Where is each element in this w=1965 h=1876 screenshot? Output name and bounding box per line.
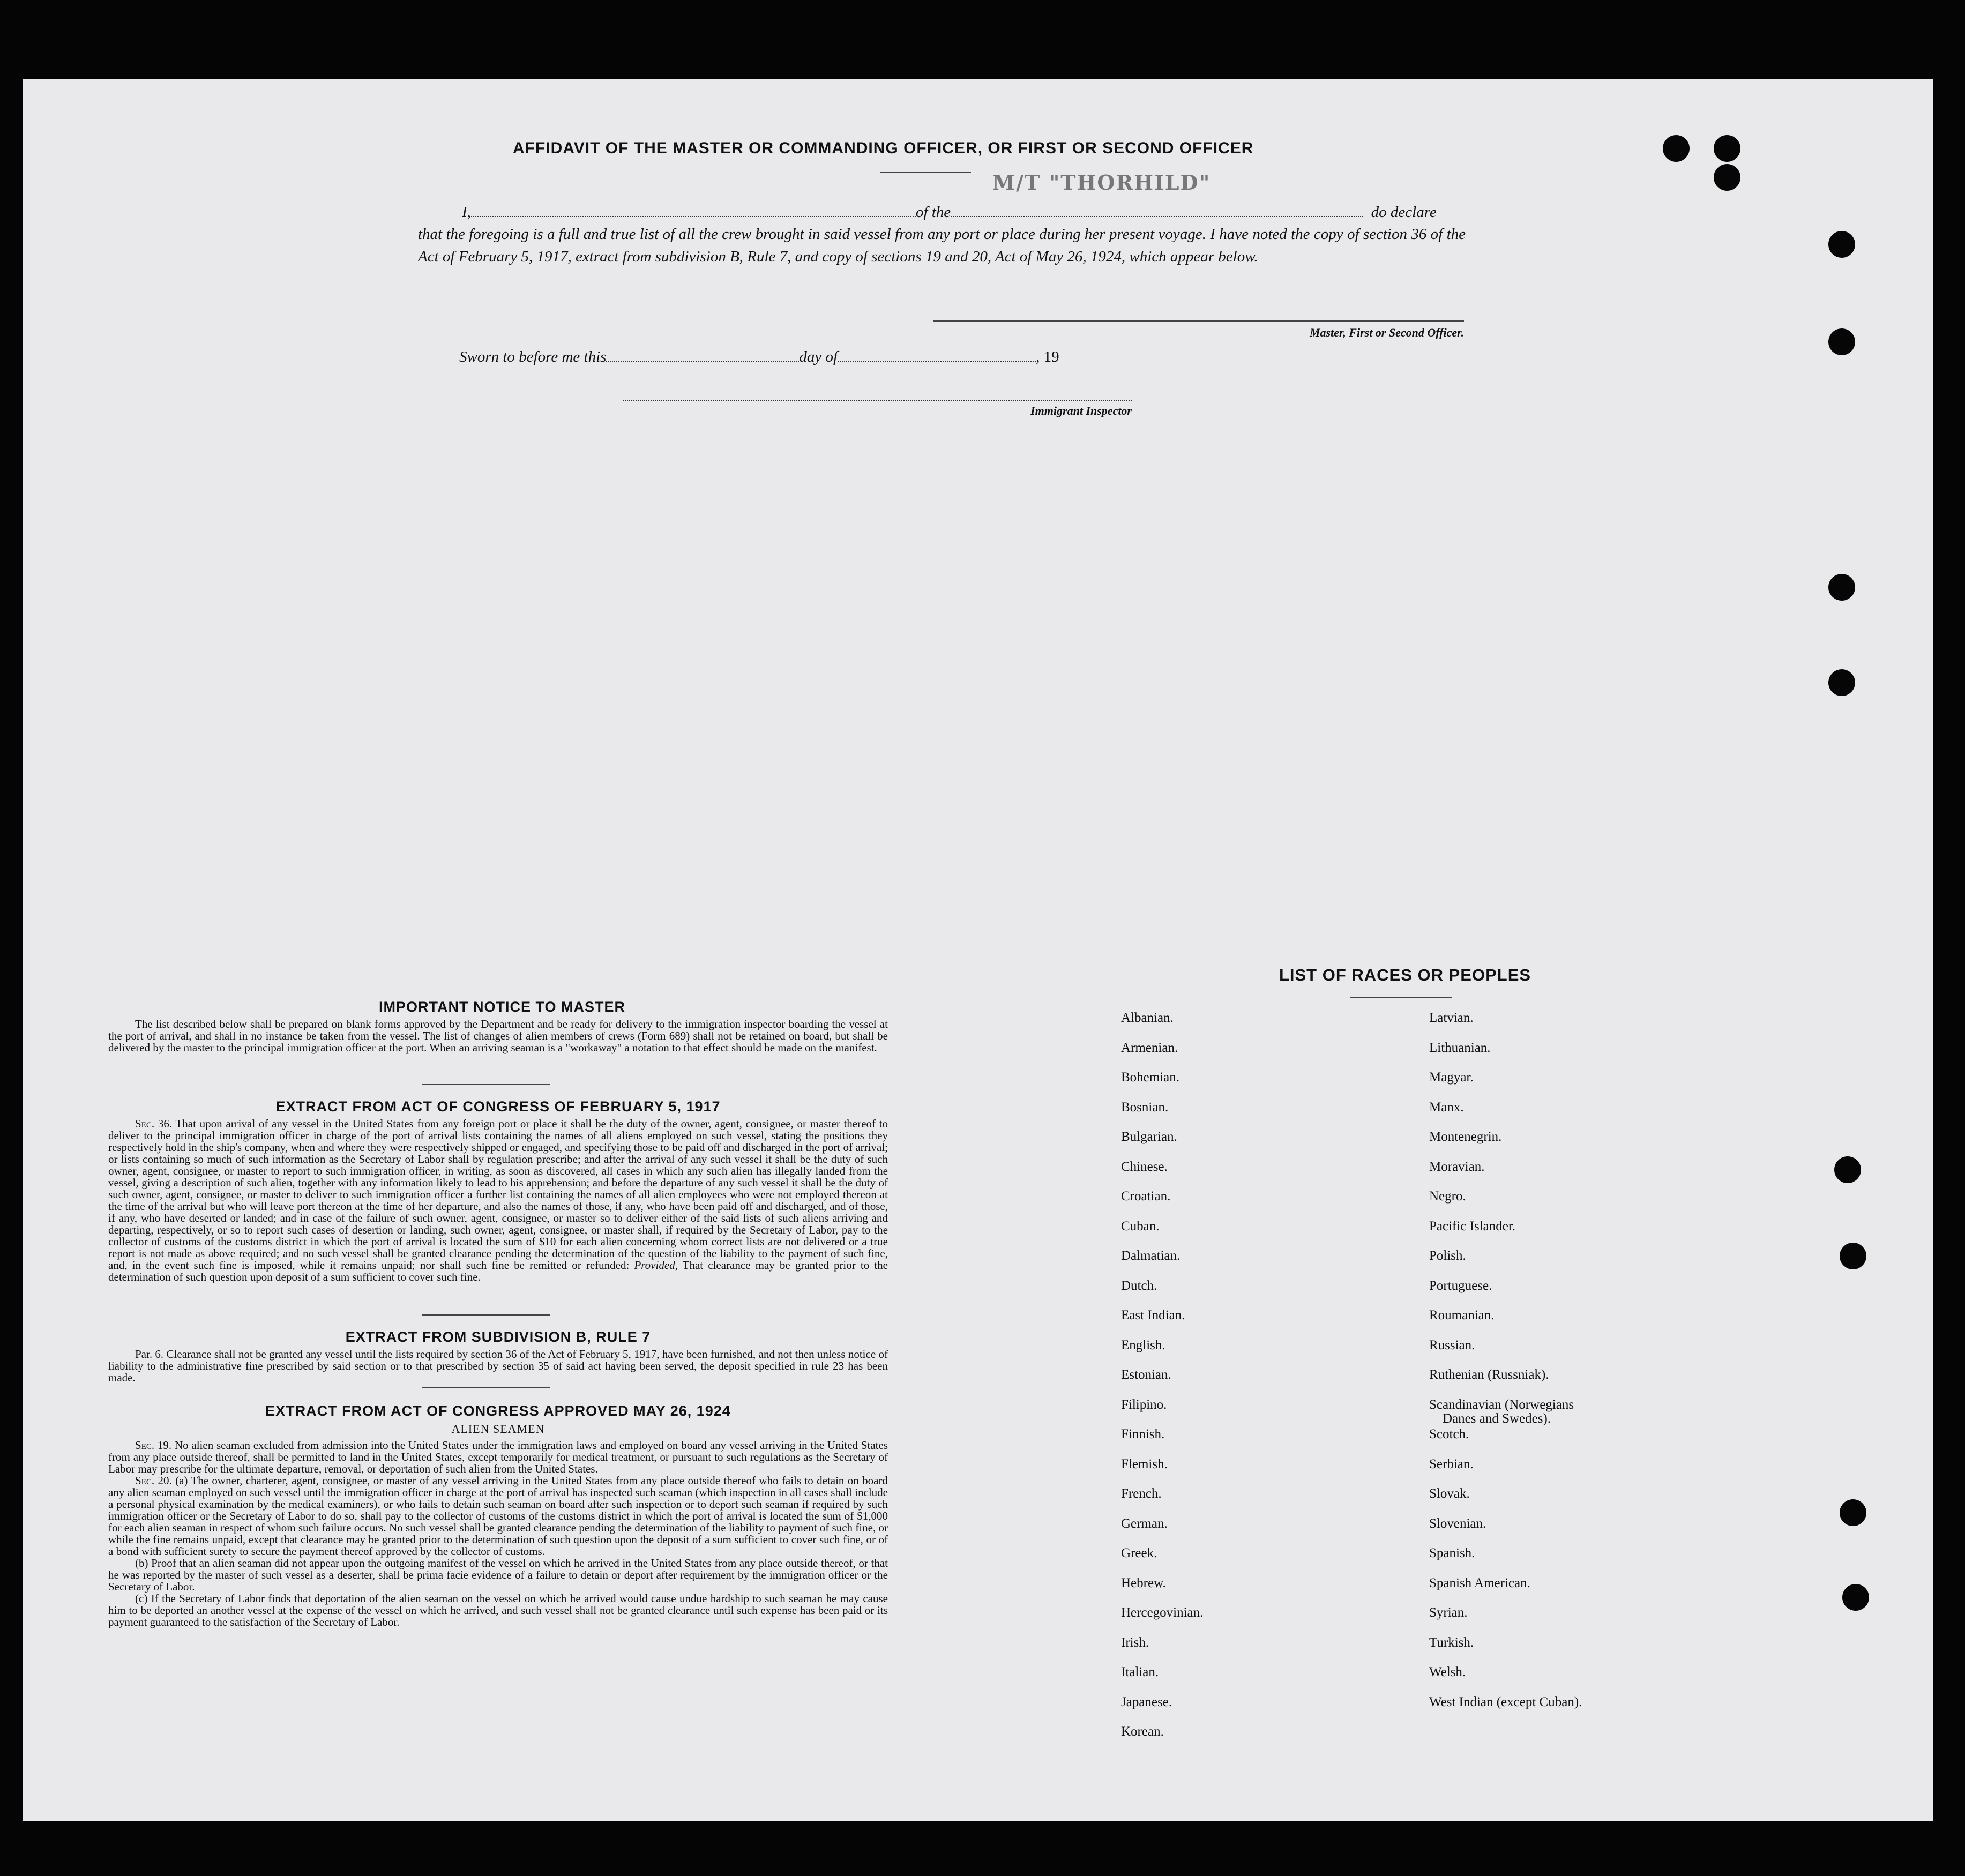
race-item: Bulgarian. xyxy=(1121,1130,1177,1144)
name-field[interactable] xyxy=(471,216,916,217)
race-item: Ruthenian (Russniak). xyxy=(1429,1367,1549,1382)
race-item: Russian. xyxy=(1429,1337,1475,1352)
punch-hole xyxy=(1840,1499,1866,1526)
punch-hole xyxy=(1828,231,1855,258)
race-item: Dalmatian. xyxy=(1121,1249,1181,1263)
race-item: Armenian. xyxy=(1121,1040,1178,1055)
race-item: Hebrew. xyxy=(1121,1575,1166,1590)
races-rule xyxy=(1350,997,1452,998)
sworn-line xyxy=(459,348,1059,366)
race-item: Finnish. xyxy=(1121,1427,1165,1441)
divider-2 xyxy=(422,1314,550,1316)
race-item: Italian. xyxy=(1121,1665,1159,1679)
race-item: English. xyxy=(1121,1337,1165,1352)
sec20-label: Sec. 20. xyxy=(135,1474,172,1487)
sec36-body: That upon arrival of any vessel in the United States from any foreign port or place it shall be the duty of the owner, agent, consignee, or master thereof to deliver to the principal immigration officer in charge of the port of arrival lists containing the names of all aliens employed on such vessel, stating the positions they respectively hold in the ship's company, when and where they were respectively shipped or engaged, and specifying those to be paid off and discharged in the port of arrival; or lists containing so much of such information as the Secretary of Labor shall by regulation prescribe; and after the arrival of any such vessel it shall be the duty of such owner, agent, consignee, or master to report to such immigration officer, in writing, as soon as discovered, all cases in which any such alien has illegally landed from the vessel, giving a description of such alien, together with any information likely to lead to his apprehension; and before the departure of any such vessel it shall be the duty of such owner, agent, consignee, or master to deliver to such immigration officer a further list containing the names of all alien employees who were not employed thereon at the time of the arrival but who will leave port thereon at the time of her departure, and also the names of those, if any, who have been paid off and discharged, and of those, if any, who have deserted or landed; and in case of the failure of such owner, agent, consignee, or master so to deliver either of the said lists of such aliens arriving and departing, respectively, or so to report such cases of desertion or landing, such owner, agent, consignee, or master shall, if required by the Secretary of Labor, pay to the collector of customs of the customs district in which the port of arrival is located the sum of $10 for each alien concerning whom correct lists are not delivered or a true report is not made as above required; and no such vessel shall be granted clearance pending the determination of the question of the liability to the payment of such fine, and, in the event such fine is imposed, while it remains unpaid; nor shall such fine be remitted or refunded: xyxy=(108,1117,888,1272)
alien-seamen-subtitle: ALIEN SEAMEN xyxy=(451,1422,545,1436)
sworn-day-label: day of xyxy=(799,348,838,365)
race-item-continuation: Danes and Swedes). xyxy=(1443,1411,1551,1426)
punch-hole xyxy=(1828,669,1855,696)
extract-1924-title: EXTRACT FROM ACT OF CONGRESS APPROVED MAY 26, 1924 xyxy=(265,1403,731,1419)
race-item: Polish. xyxy=(1429,1249,1466,1263)
race-item: Korean. xyxy=(1121,1724,1164,1739)
race-item: Greek. xyxy=(1121,1546,1157,1560)
divider-1 xyxy=(422,1084,550,1085)
vessel-field[interactable] xyxy=(951,216,1363,217)
race-item: Welsh. xyxy=(1429,1665,1466,1679)
race-item: German. xyxy=(1121,1516,1168,1531)
extract-1917-text xyxy=(108,1118,888,1283)
race-item: Chinese. xyxy=(1121,1159,1168,1174)
race-item: Croatian. xyxy=(1121,1189,1171,1204)
vessel-stamp: M/T "THORHILD" xyxy=(992,170,1211,195)
declaration-line xyxy=(462,204,1437,221)
race-item: Turkish. xyxy=(1429,1635,1474,1650)
race-item: Moravian. xyxy=(1429,1159,1485,1174)
sec20c-paragraph: (c) If the Secretary of Labor finds that deportation of the alien seaman on the vessel on which he arrived would cause undue hardship to such seaman he may cause him to be deported an another vessel at the expense of the vessel on which he arrived, and such vessel shall not be granted clearance until such expense has been paid or its payment guaranteed to the satisfaction of the Secretary of Labor. xyxy=(108,1592,888,1628)
sec20a-paragraph xyxy=(108,1475,888,1557)
race-item: Slovenian. xyxy=(1429,1516,1486,1531)
sec36-label: Sec. 36. xyxy=(135,1117,173,1130)
races-title: LIST OF RACES OR PEOPLES xyxy=(1279,966,1531,984)
race-item: French. xyxy=(1121,1486,1162,1501)
sworn-prefix: Sworn to before me this xyxy=(459,348,607,365)
race-item: Spanish American. xyxy=(1429,1575,1530,1590)
line-of-the: of the xyxy=(915,204,951,221)
punch-hole xyxy=(1828,328,1855,355)
sworn-year: , 19 xyxy=(1036,348,1059,365)
race-item: Montenegrin. xyxy=(1429,1130,1502,1144)
provided-text: That clearance may be granted prior to the determination of such question upon deposit of a sum sufficient to cover such fine. xyxy=(108,1259,888,1283)
race-item: Scotch. xyxy=(1429,1427,1469,1441)
extract-1917-title: EXTRACT FROM ACT OF CONGRESS OF FEBRUARY 5, 1917 xyxy=(275,1098,721,1115)
affidavit-title: AFFIDAVIT OF THE MASTER OR COMMANDING OFFICER, OR FIRST OR SECOND OFFICER xyxy=(513,139,1254,157)
race-item: Flemish. xyxy=(1121,1456,1168,1471)
signature-label: Master, First or Second Officer. xyxy=(1309,326,1464,339)
punch-hole xyxy=(1834,1156,1861,1183)
title-rule xyxy=(880,172,971,173)
race-item: Hercegovinian. xyxy=(1121,1605,1204,1620)
race-item: Japanese. xyxy=(1121,1694,1172,1709)
notice-text: The list described below shall be prepared on blank forms approved by the Department and be ready for delivery to the immigration inspector boarding the vessel at the port of arrival, and shall in no instance be taken from the vessel. The list of changes of alien members of crews (Form 689) shall not be retained on board, but shall be delivered by the master to the principal immigration officer at the port. When an arriving seaman is a "workaway" a notation to that effect should be made on the manifest. xyxy=(108,1018,888,1054)
form-page xyxy=(23,79,1933,1821)
sec20b-paragraph: (b) Proof that an alien seaman did not appear upon the outgoing manifest of the vessel on which he arrived in the United States from any place outside thereof, or that he was reported by the master of such vessel as a deserter, shall be prima facie evidence of a failure to detain or deport after requirement by the immigration officer or the Secretary of Labor. xyxy=(108,1557,888,1593)
punch-hole xyxy=(1842,1584,1869,1611)
race-item: Dutch. xyxy=(1121,1278,1157,1293)
race-item: Manx. xyxy=(1429,1100,1464,1115)
race-item: Roumanian. xyxy=(1429,1308,1495,1322)
sec20a-body: (a) The owner, charterer, agent, consignee, or master of any vessel arriving in the United States from any place outside thereof who fails to detain on board any alien seaman employed on such vessel until the immigration officer in charge at the port of arrival has inspected such seaman (which inspection in all cases shall include a personal physical examination by the medical examiners), or who fails to detain such seaman on board after such inspection or to deport such seaman if required by such immigration officer or the Secretary of Labor to do so, shall pay to the collector of customs of the customs district in which the port of arrival is located the sum of $1,000 for each alien seaman in respect of whom such failure occurs. No such vessel shall be granted clearance pending the determination of the liability to payment of such fine, or while the fine remains unpaid, except that clearance may be granted prior to the determination of such question upon the deposit of a sum sufficient to cover such fine, or of a bond with sufficient surety to secure the payment thereof approved by the collector of customs. xyxy=(108,1474,888,1558)
sec19-label: Sec. 19. xyxy=(135,1439,172,1452)
inspector-line[interactable] xyxy=(623,400,1132,401)
race-item: Bosnian. xyxy=(1121,1100,1169,1115)
extract-rule7-title: EXTRACT FROM SUBDIVISION B, RULE 7 xyxy=(345,1329,651,1345)
race-item: Negro. xyxy=(1429,1189,1466,1204)
race-item: Spanish. xyxy=(1429,1546,1475,1560)
inspector-label: Immigrant Inspector xyxy=(1030,404,1132,417)
punch-hole xyxy=(1714,135,1740,162)
line-declare: do declare xyxy=(1371,204,1437,221)
race-item: Albanian. xyxy=(1121,1011,1174,1025)
affidavit-body: that the foregoing is a full and true list of all the crew brought in said vessel from any port or place during her present voyage. I have noted the copy of section 36 of the Act of February 5, 1917, extract from subdivision B, Rule 7, and copy of sections 19 and 20, Act of May 26, 1924, which appear below. xyxy=(418,226,1466,265)
punch-hole xyxy=(1663,135,1690,162)
race-item: Bohemian. xyxy=(1121,1070,1180,1085)
race-item: Serbian. xyxy=(1429,1456,1474,1471)
race-item: Estonian. xyxy=(1121,1367,1171,1382)
race-item: Slovak. xyxy=(1429,1486,1470,1501)
sec19-body: No alien seaman excluded from admission into the United States under the immigration laws and employed on board any vessel arriving in the United States from any place outside thereof, shall be permitted to land in the United States, except temporarily for medical treatment, or pursuant to such regulations as the Secretary of Labor may prescribe for the ultimate departure, removal, or deportation of such alien from the United States. xyxy=(108,1439,888,1475)
provided-label: Provided, xyxy=(634,1259,678,1272)
sworn-day-field[interactable] xyxy=(606,361,799,362)
sworn-month-field[interactable] xyxy=(838,361,1036,362)
sec19-paragraph xyxy=(108,1439,888,1475)
race-item: West Indian (except Cuban). xyxy=(1429,1694,1582,1709)
race-item: Cuban. xyxy=(1121,1219,1160,1234)
race-item: Lithuanian. xyxy=(1429,1040,1491,1055)
race-item: Portuguese. xyxy=(1429,1278,1492,1293)
race-item: Magyar. xyxy=(1429,1070,1474,1085)
line-i: I, xyxy=(462,204,471,221)
punch-hole xyxy=(1828,574,1855,601)
extract-1924-text xyxy=(108,1439,888,1628)
divider-3 xyxy=(422,1387,550,1388)
punch-hole xyxy=(1840,1243,1866,1269)
race-item: Syrian. xyxy=(1429,1605,1468,1620)
race-item: Filipino. xyxy=(1121,1397,1167,1412)
race-item: East Indian. xyxy=(1121,1308,1185,1322)
race-item: Pacific Islander. xyxy=(1429,1219,1516,1234)
signature-line[interactable] xyxy=(933,320,1464,322)
race-item: Scandinavian (Norwegians xyxy=(1429,1397,1574,1412)
extract-rule7-text: Par. 6. Clearance shall not be granted any vessel until the lists required by section 36 of the Act of February 5, 1917, have been furnished, and not then unless notice of liability to the administrative fine prescribed by said section or to that prescribed by section 35 of said act having been served, the deposit specified in rule 23 has been made. xyxy=(108,1348,888,1384)
notice-title: IMPORTANT NOTICE TO MASTER xyxy=(379,999,625,1015)
race-item: Irish. xyxy=(1121,1635,1149,1650)
race-item: Latvian. xyxy=(1429,1011,1474,1025)
punch-hole xyxy=(1714,164,1740,191)
